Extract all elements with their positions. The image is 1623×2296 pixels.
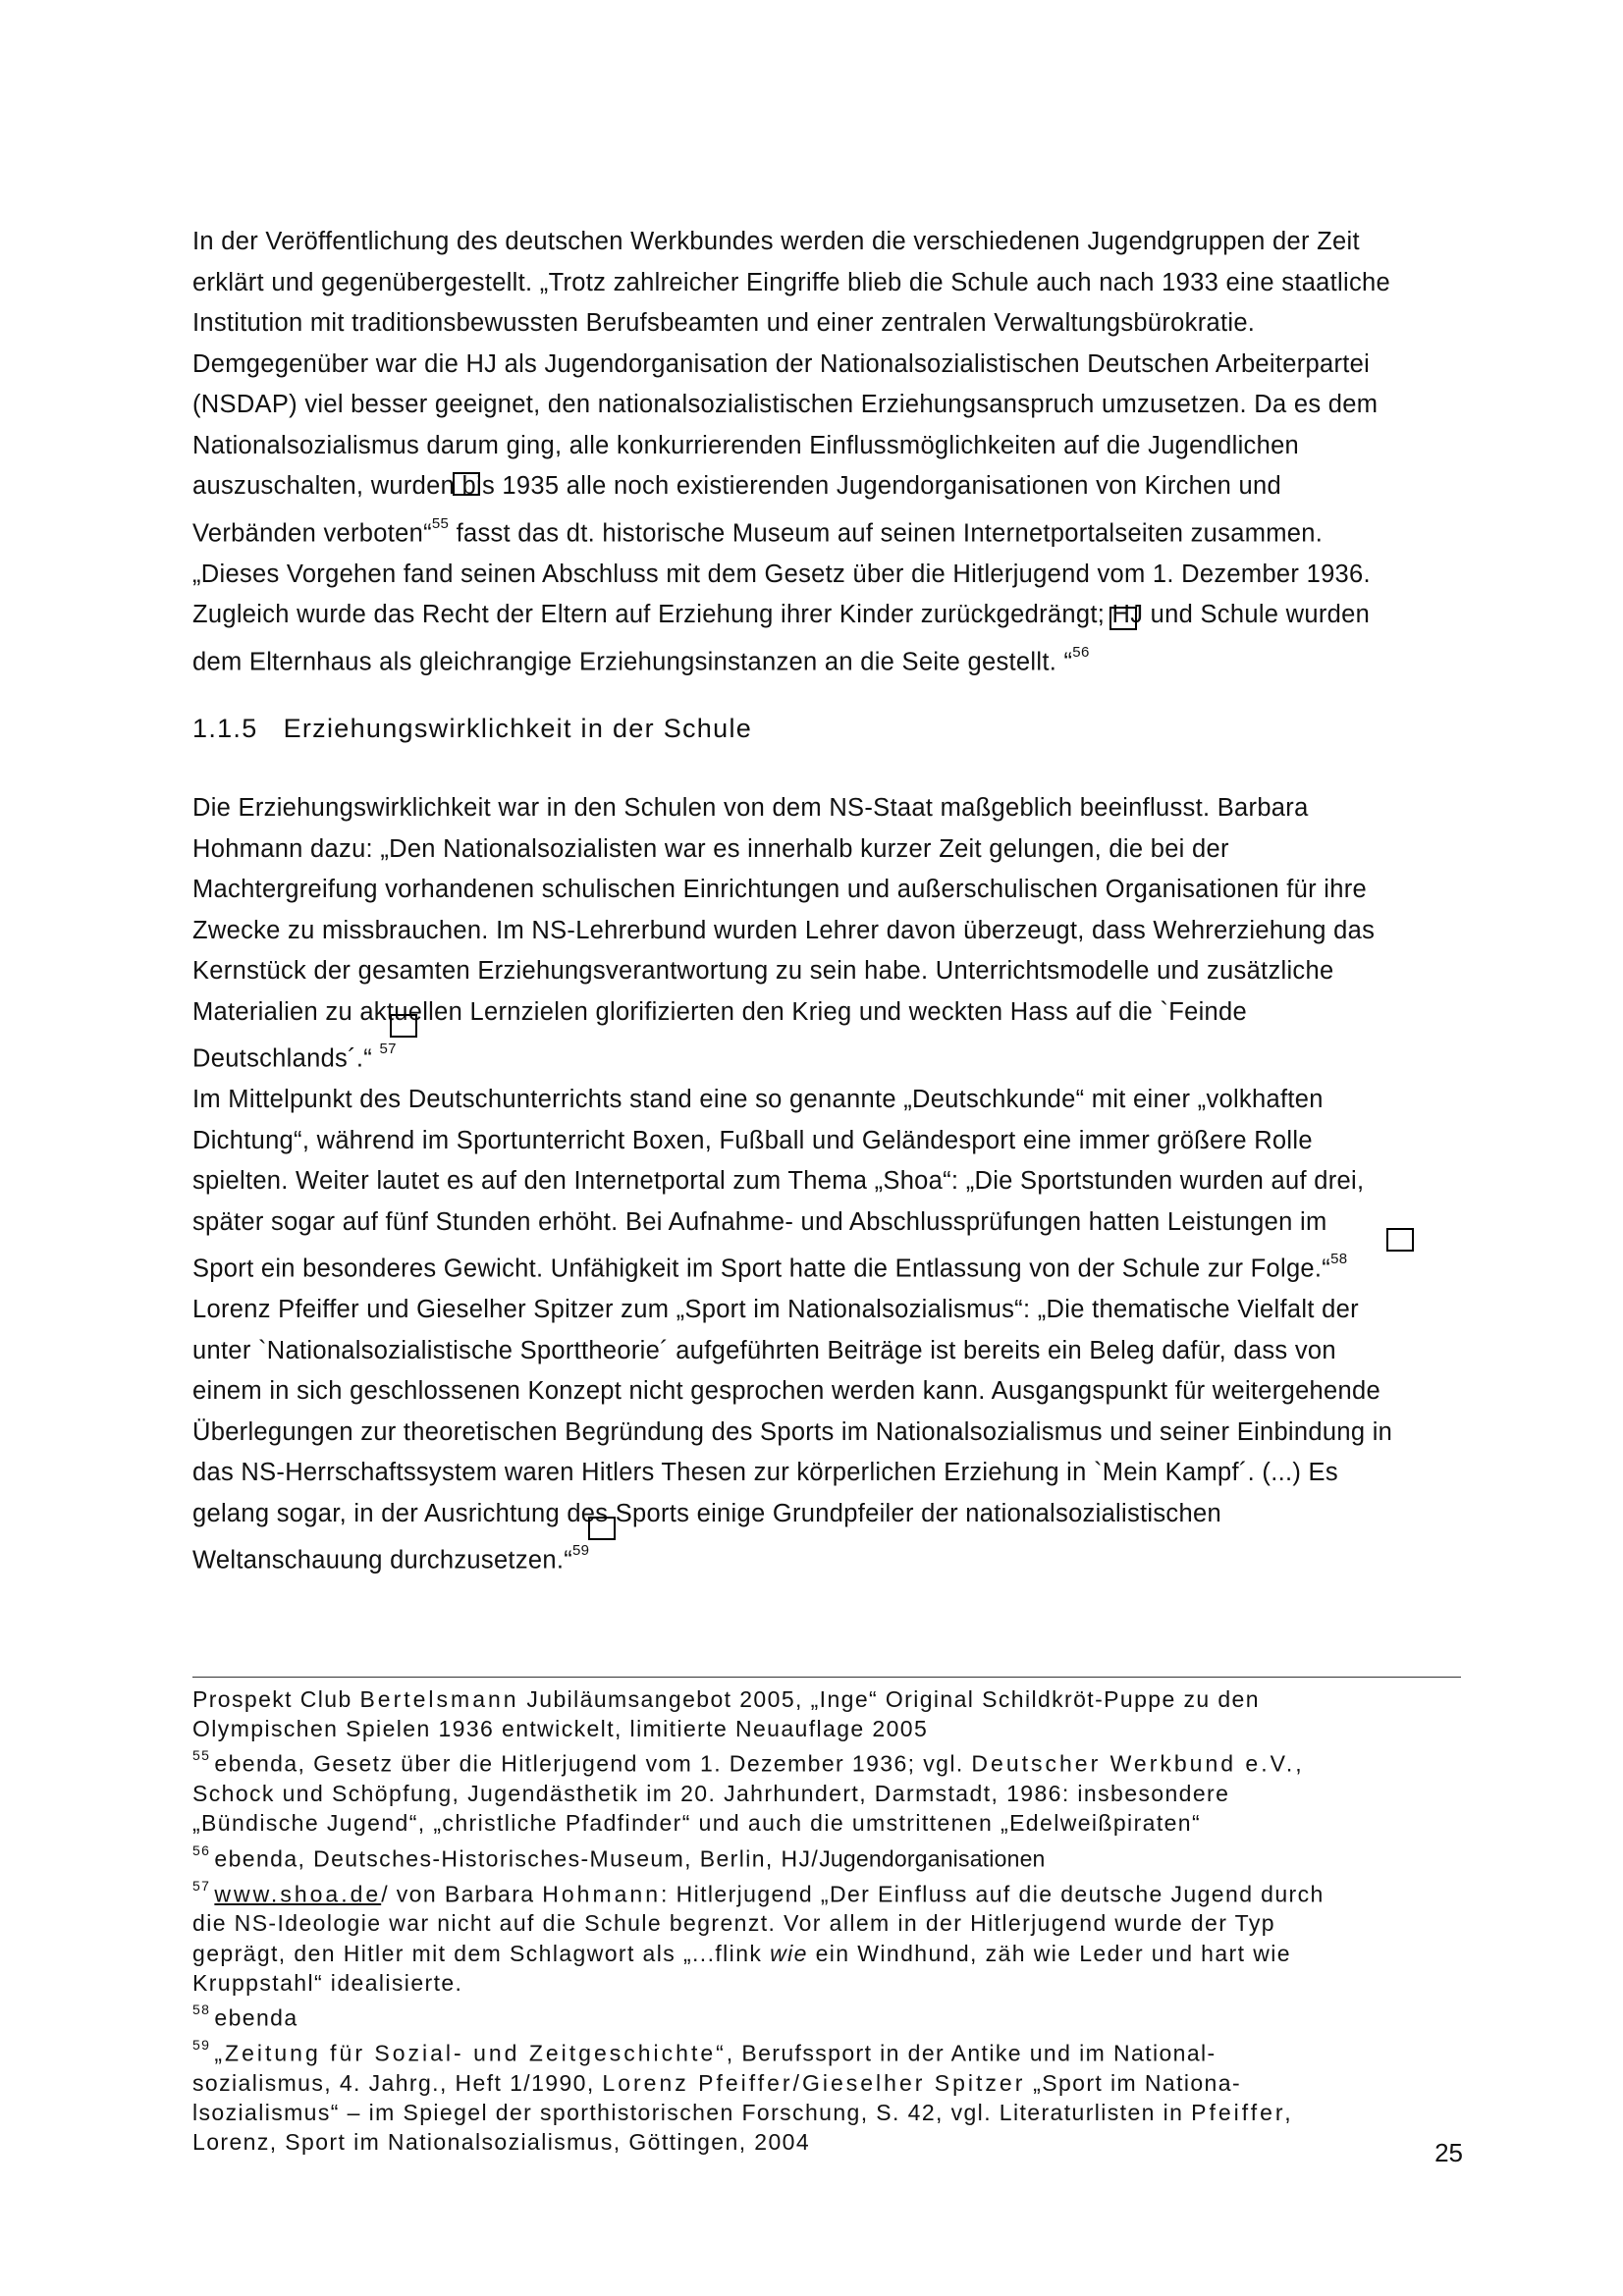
footnote-57	[192, 1874, 1469, 1909]
text-span: Lorenz Pfeiffer/Gieselher Spitzer	[602, 2069, 1026, 2096]
text-span: dem Elternhaus als gleichrangige Erziehungsinstanzen an die Seite gestellt. “	[192, 648, 1073, 675]
footnote-number: 55	[192, 1747, 211, 1764]
text-line: Institution mit traditionsbewussten Berufsbeamten und einer zentralen Verwaltungsbürokratie.	[192, 309, 1256, 337]
text-line: Zwecke zu missbrauchen. Im NS-Lehrerbund wurden Lehrer davon überzeugt, dass Wehrerziehung das	[192, 916, 1376, 944]
text-line	[192, 1033, 1469, 1080]
text-span: gelang sogar, in der Ausrichtung des Sports einige Grundpfeiler der nationalsozialistischen	[192, 1499, 1221, 1527]
text-line	[192, 595, 1469, 636]
footnote-line: „Bündische Jugend“, „christliche Pfadfinder“ und auch die umstrittenen „Edelweißpiraten“	[192, 1810, 1202, 1837]
text-span: , Berufssport in der Antike und im National-	[726, 2040, 1217, 2066]
text-line: Demgegenüber war die HJ als Jugendorganisation der Nationalsozialistischen Deutschen Arbeiterpartei	[192, 349, 1371, 378]
text-span: Zugleich wurde das Recht der Eltern auf Erziehung ihrer Kinder zurückgedrängt; HJ und Schule wurden	[192, 601, 1371, 628]
footnote-separator	[192, 1677, 1461, 1678]
text-line: Nationalsozialismus darum ging, alle konkurrierenden Einflussmöglichkeiten auf die Jugendlichen	[192, 431, 1300, 459]
footnote-number: 56	[192, 1842, 211, 1858]
text-line	[192, 1534, 1469, 1581]
text-span: Deutscher Werkbund e.V.,	[971, 1751, 1305, 1778]
footnote-line: Olympischen Spielen 1936 entwickelt, limitierte Neuauflage 2005	[192, 1716, 929, 1742]
footnote-ref-57[interactable]: 57	[379, 1041, 397, 1057]
footnote-ref-55[interactable]: 55	[431, 514, 450, 532]
text-span: wie	[770, 1940, 808, 1966]
text-span: ebenda, Deutsches-Historisches-Museum, Berlin, HJ/	[214, 1845, 820, 1872]
text-span: lsozialismus“ – im Spiegel der sporthistorischen Forschung, S. 42, vgl. Literaturlisten in	[192, 2099, 1192, 2125]
footnote-ref-59[interactable]: 59	[572, 1542, 590, 1559]
text-span: Pfeiffer,	[1191, 2099, 1294, 2125]
text-span: ebenda	[214, 2004, 298, 2031]
text-span: Jubiläumsangebot 2005, „Inge“ Original Schildkröt-Puppe zu den	[518, 1686, 1260, 1712]
text-line	[192, 636, 1469, 683]
text-span: Materialien zu aktuellen Lernzielen glorifizierten den Krieg und weckten Hass auf die `Feinde	[192, 997, 1247, 1026]
text-line: Überlegungen zur theoretischen Begründung des Sports im Nationalsozialismus und seiner Einbindung in	[192, 1417, 1393, 1446]
text-span: Prospekt Club	[192, 1686, 360, 1712]
page-number: 25	[1434, 2138, 1463, 2167]
text-line: spielten. Weiter lautet es auf den Internetportal zum Thema „Shoa“: „Die Sportstunden wurden auf drei,	[192, 1167, 1365, 1195]
text-span: auszuschalten, wurden bis 1935 alle noch existierenden Jugendorganisationen von Kirchen und	[192, 472, 1281, 500]
footnote-56	[192, 1839, 1469, 1874]
footnote-line: Lorenz, Sport im Nationalsozialismus, Göttingen, 2004	[192, 2129, 811, 2156]
text-span: : Hitlerjugend „Der Einfluss auf die deutsche Jugend durch	[661, 1881, 1325, 1907]
footnote-line	[192, 1939, 1469, 1968]
text-span: später sogar auf fünf Stunden erhöht. Bei Aufnahme- und Abschlussprüfungen hatten Leistungen im	[192, 1207, 1327, 1236]
text-line: das NS-Herrschaftssystem waren Hitlers Thesen zur körperlichen Erziehung in `Mein Kampf´. (...) Es	[192, 1459, 1338, 1486]
text-line: erklärt und gegenübergestellt. „Trotz zahlreicher Eingriffe blieb die Schule auch nach 1933 eine staatliche	[192, 268, 1390, 296]
footnote-ref-58[interactable]: 58	[1330, 1251, 1348, 1267]
section-heading	[192, 714, 752, 744]
footnote-58	[192, 1998, 1469, 2033]
text-line	[192, 1243, 1469, 1290]
text-span: fasst das dt. historische Museum auf seinen Internetportalseiten zusammen.	[449, 519, 1324, 547]
footnote-number: 59	[192, 2036, 211, 2053]
text-span: Deutschlands´.“	[192, 1044, 380, 1073]
footnotes	[192, 1684, 1469, 2157]
text-span: Bertelsmann	[359, 1686, 519, 1712]
footnote-line	[192, 2098, 1469, 2127]
text-line: unter `Nationalsozialistische Sporttheorie´ aufgeführten Beiträge ist bereits ein Beleg dafür, dass von	[192, 1336, 1336, 1364]
footnote-59	[192, 2033, 1469, 2068]
paragraph-hohmann	[192, 788, 1469, 1581]
footnote-box-55	[453, 472, 480, 496]
text-line	[192, 1494, 1469, 1535]
text-line: Hohmann dazu: „Den Nationalsozialisten war es innerhalb kurzer Zeit gelungen, die bei der	[192, 834, 1229, 863]
footnote-line: Schock und Schöpfung, Jugendästhetik im 20. Jahrhundert, Darmstadt, 1986: insbesondere	[192, 1781, 1230, 1807]
text-span: Weltanschauung durchzusetzen.“	[192, 1546, 573, 1575]
text-line: Im Mittelpunkt des Deutschunterrichts stand eine so genannte „Deutschkunde“ mit einer „volkhaften	[192, 1086, 1324, 1113]
text-span: „Sport im Nationa-	[1025, 2069, 1241, 2096]
footnote-line: die NS-Ideologie war nicht auf die Schule begrenzt. Vor allem in der Hitlerjugend wurde der Typ	[192, 1910, 1275, 1937]
text-line: Machtergreifung vorhandenen schulischen Einrichtungen und außerschulischen Organisationen für ihre	[192, 876, 1368, 903]
text-span: Verbänden verboten“	[192, 519, 432, 547]
shoa-link[interactable]: www.shoa.de	[214, 1881, 382, 1907]
text-span: geprägt, den Hitler mit dem Schlagwort als „...flink	[192, 1940, 771, 1966]
section-title: Erziehungswirklichkeit in der Schule	[283, 714, 753, 743]
text-span: ebenda, Gesetz über die Hitlerjugend vom 1. Dezember 1936; vgl.	[214, 1751, 972, 1778]
footnote-number: 58	[192, 2002, 211, 2017]
footnote-box-56	[1109, 607, 1137, 630]
text-line: Lorenz Pfeiffer und Gieselher Spitzer zum „Sport im Nationalsozialismus“: „Die thematische Vielfalt der	[192, 1296, 1359, 1323]
text-line: Dichtung“, während im Sportunterricht Boxen, Fußball und Geländesport eine immer größere Rolle	[192, 1126, 1313, 1154]
text-line: Kernstück der gesamten Erziehungsverantwortung zu sein habe. Unterrichtsmodelle und zusätzliche	[192, 957, 1334, 985]
footnote-line	[192, 1684, 1469, 1714]
footnote-line: Kruppstahl“ idealisierte.	[192, 1969, 463, 1996]
section-number: 1.1.5	[192, 714, 258, 743]
text-span: Jugendorganisationen	[819, 1845, 1046, 1872]
text-span: / von Barbara	[381, 1881, 543, 1907]
text-line: Die Erziehungswirklichkeit war in den Schulen von dem NS-Staat maßgeblich beeinflusst. Barbara	[192, 794, 1309, 822]
text-line	[192, 466, 1469, 507]
text-span: Sport ein besonderes Gewicht. Unfähigkeit im Sport hatte die Entlassung von der Schule zur Folge.“	[192, 1255, 1331, 1283]
footnote-line	[192, 2068, 1469, 2098]
footnote-number: 57	[192, 1877, 211, 1894]
paragraph-werkbund	[192, 222, 1469, 683]
text-line	[192, 1202, 1469, 1244]
text-line	[192, 992, 1469, 1034]
text-span: sozialismus, 4. Jahrg., Heft 1/1990,	[192, 2069, 603, 2096]
footnote-ref-56[interactable]: 56	[1072, 643, 1090, 661]
text-span: „Zeitung für Sozial- und Zeitgeschichte“	[214, 2040, 727, 2066]
text-line: In der Veröffentlichung des deutschen Werkbundes werden die verschiedenen Jugendgruppen der Zeit	[192, 228, 1360, 255]
text-line: einem in sich geschlossenen Konzept nicht gesprochen werden kann. Ausgangspunkt für weitergehende	[192, 1377, 1380, 1405]
footnote-55	[192, 1743, 1469, 1779]
text-span: ein Windhund, zäh wie Leder und hart wie	[807, 1940, 1291, 1966]
text-span: Hohmann	[542, 1881, 661, 1907]
text-line: (NSDAP) viel besser geeignet, den nationalsozialistischen Erziehungsanspruch umzusetzen. Da es dem	[192, 391, 1379, 418]
text-line: „Dieses Vorgehen fand seinen Abschluss mit dem Gesetz über die Hitlerjugend vom 1. Dezember 1936.	[192, 560, 1371, 588]
text-line	[192, 507, 1469, 555]
